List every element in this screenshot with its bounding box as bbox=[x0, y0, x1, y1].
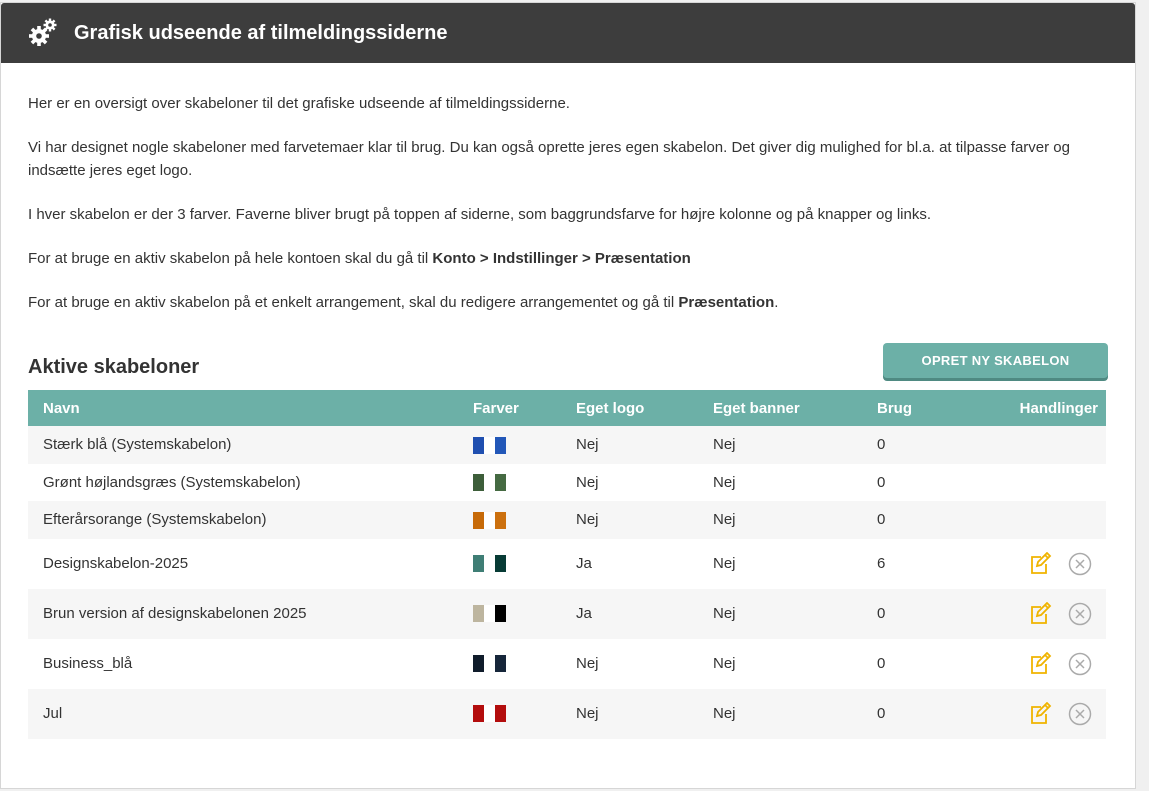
edit-icon[interactable] bbox=[1029, 602, 1053, 626]
color-swatch bbox=[484, 555, 495, 572]
cell-colors bbox=[458, 426, 561, 464]
cell-banner: Nej bbox=[713, 605, 736, 622]
table-row bbox=[28, 464, 1106, 502]
color-swatch bbox=[484, 437, 495, 454]
cell-actions bbox=[957, 689, 1106, 739]
color-swatch bbox=[473, 437, 484, 454]
cell-name: Efterårsorange (Systemskabelon) bbox=[43, 511, 267, 529]
gears-icon bbox=[28, 18, 58, 48]
color-swatch bbox=[495, 474, 506, 491]
table-row bbox=[28, 589, 1106, 639]
delete-icon[interactable] bbox=[1068, 552, 1092, 576]
color-swatch bbox=[495, 705, 506, 722]
cell-colors bbox=[458, 589, 561, 639]
color-swatch bbox=[495, 605, 506, 622]
intro-paragraph-4 bbox=[28, 247, 1108, 270]
cell-actions bbox=[957, 639, 1106, 689]
col-colors: Farver bbox=[473, 399, 519, 417]
color-swatch bbox=[495, 655, 506, 672]
color-swatch bbox=[484, 605, 495, 622]
color-swatches bbox=[473, 705, 506, 722]
cell-logo: Ja bbox=[576, 555, 592, 572]
cell-logo: Nej bbox=[576, 436, 599, 454]
color-swatch bbox=[473, 474, 484, 491]
color-swatch bbox=[484, 655, 495, 672]
page-title: Grafisk udseende af tilmeldingssiderne bbox=[74, 21, 448, 44]
cell-usage: 6 bbox=[877, 555, 886, 572]
table-header-row bbox=[28, 390, 1106, 426]
color-swatch bbox=[473, 555, 484, 572]
col-name: Navn bbox=[43, 399, 80, 417]
templates-table bbox=[28, 390, 1106, 739]
cell-banner: Nej bbox=[713, 436, 736, 454]
table-row bbox=[28, 426, 1106, 464]
section-header bbox=[28, 344, 1108, 379]
cell-colors bbox=[458, 639, 561, 689]
color-swatch bbox=[473, 512, 484, 529]
color-swatches bbox=[473, 474, 506, 491]
cell-name: Grønt højlandsgræs (Systemskabelon) bbox=[43, 473, 301, 491]
delete-icon[interactable] bbox=[1068, 602, 1092, 626]
cell-banner: Nej bbox=[713, 511, 736, 529]
cell-colors bbox=[458, 689, 561, 739]
color-swatch bbox=[484, 705, 495, 722]
color-swatch bbox=[473, 605, 484, 622]
cell-banner: Nej bbox=[713, 555, 736, 572]
page-header bbox=[1, 3, 1135, 63]
color-swatch bbox=[473, 655, 484, 672]
cell-banner: Nej bbox=[713, 473, 736, 491]
col-actions: Handlinger bbox=[1019, 399, 1098, 417]
cell-logo: Nej bbox=[576, 705, 599, 722]
settings-path: Konto > Indstillinger > Præsentation bbox=[432, 250, 691, 267]
cell-usage: 0 bbox=[877, 705, 886, 722]
p5-text: For at bruge en aktiv skabelon på et enkelt arrangement, skal du redigere arrangementet og gå til bbox=[28, 294, 679, 311]
cell-usage: 0 bbox=[877, 436, 886, 454]
p4-text: For at bruge en aktiv skabelon på hele kontoen skal du gå til bbox=[28, 250, 433, 267]
edit-icon[interactable] bbox=[1029, 702, 1053, 726]
cell-actions bbox=[957, 539, 1106, 589]
cell-name: Designskabelon-2025 bbox=[43, 555, 189, 572]
color-swatches bbox=[473, 512, 506, 529]
intro-paragraph-1: Her er en oversigt over skabeloner til det grafiske udseende af tilmeldingssiderne. bbox=[28, 95, 570, 112]
color-swatches bbox=[473, 605, 506, 622]
delete-icon[interactable] bbox=[1068, 702, 1092, 726]
color-swatch bbox=[484, 512, 495, 529]
cell-actions bbox=[957, 426, 1106, 464]
color-swatch bbox=[495, 512, 506, 529]
color-swatches bbox=[473, 655, 506, 672]
cell-usage: 0 bbox=[877, 605, 886, 622]
cell-actions bbox=[957, 501, 1106, 539]
cell-name: Jul bbox=[43, 705, 63, 722]
col-logo: Eget logo bbox=[576, 399, 645, 417]
cell-banner: Nej bbox=[713, 655, 736, 672]
section-title: Aktive skabeloner bbox=[28, 356, 200, 378]
color-swatches bbox=[473, 555, 506, 572]
edit-icon[interactable] bbox=[1029, 652, 1053, 676]
col-usage: Brug bbox=[877, 399, 912, 417]
col-banner: Eget banner bbox=[713, 399, 800, 417]
edit-icon[interactable] bbox=[1029, 552, 1053, 576]
intro-paragraph-3: I hver skabelon er der 3 farver. Faverne bliver brugt på toppen af siderne, som baggrundsfarve for højre kolonne og på knapper og links. bbox=[28, 206, 932, 223]
cell-name: Brun version af designskabelonen 2025 bbox=[43, 605, 307, 622]
color-swatch bbox=[473, 705, 484, 722]
color-swatches bbox=[473, 437, 506, 454]
cell-name: Business_blå bbox=[43, 655, 133, 672]
table-row bbox=[28, 501, 1106, 539]
intro-paragraph-5 bbox=[28, 291, 1108, 314]
main-panel bbox=[0, 2, 1136, 789]
presentation-path: Præsentation bbox=[678, 294, 775, 311]
color-swatch bbox=[495, 437, 506, 454]
cell-colors bbox=[458, 464, 561, 502]
cell-colors bbox=[458, 539, 561, 589]
delete-icon[interactable] bbox=[1068, 652, 1092, 676]
create-template-button[interactable]: OPRET NY SKABELON bbox=[883, 343, 1108, 378]
cell-logo: Nej bbox=[576, 473, 599, 491]
cell-usage: 0 bbox=[877, 511, 886, 529]
table-row bbox=[28, 689, 1106, 739]
table-row bbox=[28, 639, 1106, 689]
cell-name: Stærk blå (Systemskabelon) bbox=[43, 436, 232, 454]
cell-usage: 0 bbox=[877, 655, 886, 672]
cell-logo: Ja bbox=[576, 605, 592, 622]
cell-actions bbox=[957, 464, 1106, 502]
cell-banner: Nej bbox=[713, 705, 736, 722]
p5-suffix: . bbox=[774, 294, 779, 311]
table-row bbox=[28, 539, 1106, 589]
cell-logo: Nej bbox=[576, 655, 599, 672]
content bbox=[1, 63, 1135, 739]
cell-actions bbox=[957, 589, 1106, 639]
cell-colors bbox=[458, 501, 561, 539]
color-swatch bbox=[495, 555, 506, 572]
cell-usage: 0 bbox=[877, 473, 886, 491]
intro-paragraph-2: Vi har designet nogle skabeloner med farvetemaer klar til brug. Du kan også oprette jeres egen skabelon. Det giver dig mulighed for bl.a. at tilpasse farver og indsætte jeres eget logo. bbox=[28, 139, 1070, 179]
color-swatch bbox=[484, 474, 495, 491]
cell-logo: Nej bbox=[576, 511, 599, 529]
